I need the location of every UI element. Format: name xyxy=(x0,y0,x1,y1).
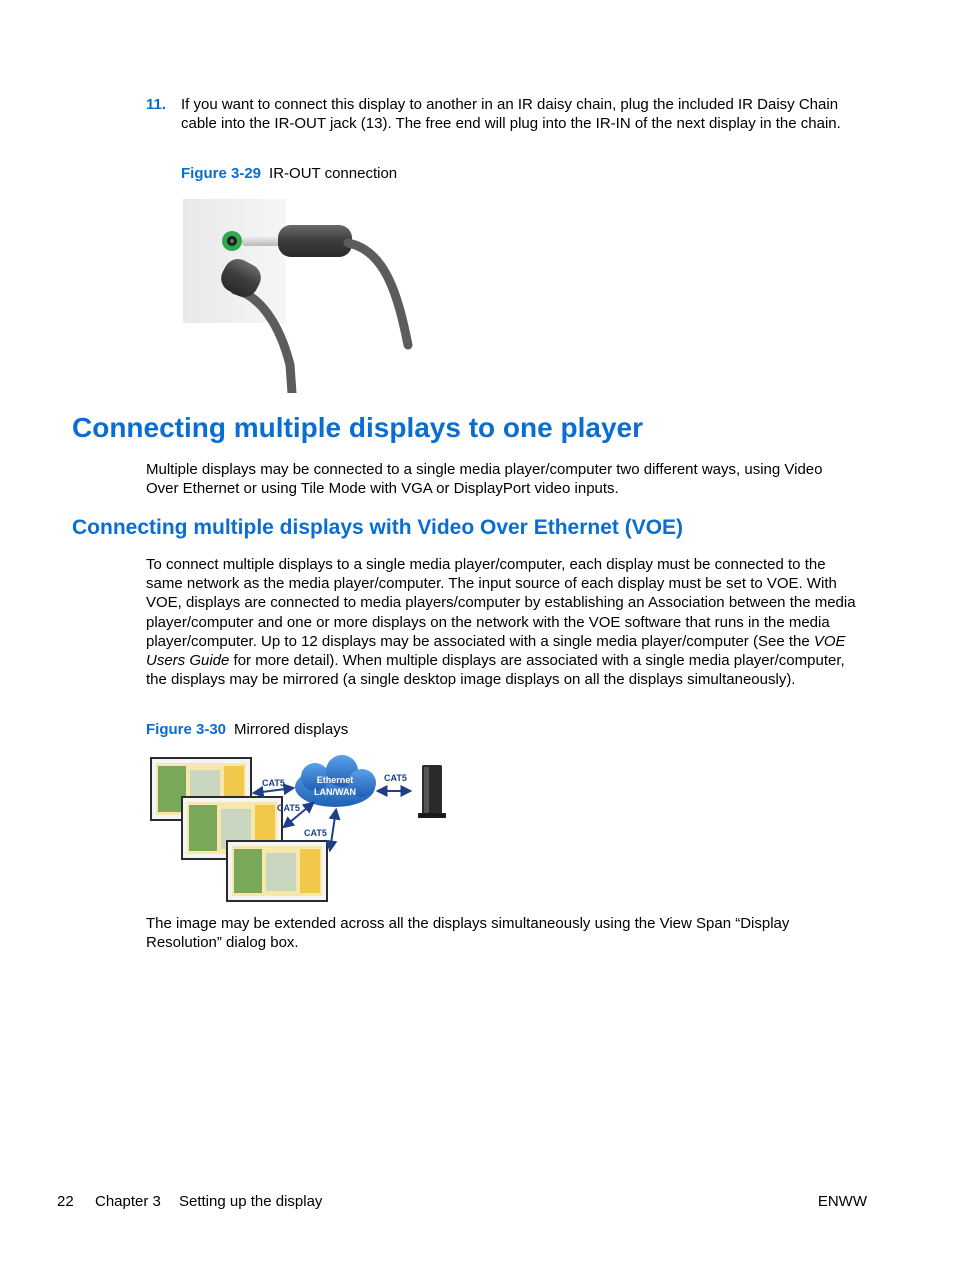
figure-label: Figure 3-30 xyxy=(146,721,227,738)
figure-caption-text: IR-OUT connection xyxy=(269,165,398,182)
upper-plug xyxy=(278,225,352,257)
footer-chapter-title: Setting up the display xyxy=(179,1193,323,1210)
subsection-heading: Connecting multiple displays with Video Over Ethernet (VOE) xyxy=(72,516,684,539)
footer-enww: ENWW xyxy=(817,1193,867,1210)
step-text: If you want to connect this display to another in an IR daisy chain, plug the included IR Daisy Chain cable into the IR-OUT jack (13). The free end will plug into the IR-IN of the next display in the chain. xyxy=(181,96,841,133)
footer-chapter: Chapter 3 xyxy=(95,1193,161,1210)
figure-3-29-caption xyxy=(181,164,397,183)
section-intro: Multiple displays may be connected to a single media player/computer two different ways, using Video Over Ethernet or using Tile Mode with VGA or DisplayPort video inputs. xyxy=(146,461,823,498)
upper-cable xyxy=(348,243,408,345)
mirrored-displays-diagram xyxy=(150,755,455,905)
cat5-label: CAT5 xyxy=(277,803,300,813)
media-player-icon xyxy=(418,765,446,818)
cat5-label: CAT5 xyxy=(262,778,285,788)
connector-pin xyxy=(242,236,282,246)
figure-3-30-caption xyxy=(146,720,348,739)
cloud-label-lan-wan: LAN/WAN xyxy=(314,787,356,797)
cloud-label-ethernet: Ethernet xyxy=(316,775,354,785)
cat5-label: CAT5 xyxy=(384,773,407,783)
figure-caption-text: Mirrored displays xyxy=(234,721,349,738)
step-number: 11. xyxy=(146,96,167,113)
voe-users-guide-title: VOE Users Guide xyxy=(146,632,846,670)
voe-paragraph: To connect multiple displays to a single media player/computer, each display must be connected to the same network as the media player/computer. The input source of each display must be set to VOE. With VOE, displays are connected to media players/computer by establishing an Association between the media player/computer and one or more displays on the network with the VOE software that runs in the media player/computer. Up to 12 displays may be associated with a single media player/computer (See the VOE Users Guide for more detail). When multiple displays are associated with a single media player/computer, the displays may be mirrored (a single desktop image displays on all the displays simultaneously). xyxy=(146,556,856,689)
view-span-paragraph: The image may be extended across all the displays simultaneously using the View Span “Display Resolution” dialog box. xyxy=(146,915,790,952)
cat5-label: CAT5 xyxy=(304,828,327,838)
display-3 xyxy=(227,841,327,901)
ethernet-cloud-icon xyxy=(295,755,376,807)
page-number: 22 xyxy=(57,1193,74,1210)
figure-label: Figure 3-29 xyxy=(181,165,262,182)
arrow-display-3 xyxy=(330,810,336,850)
section-heading: Connecting multiple displays to one player xyxy=(72,412,643,443)
arrow-display-1 xyxy=(254,788,293,793)
ir-out-connection-illustration xyxy=(180,195,420,393)
